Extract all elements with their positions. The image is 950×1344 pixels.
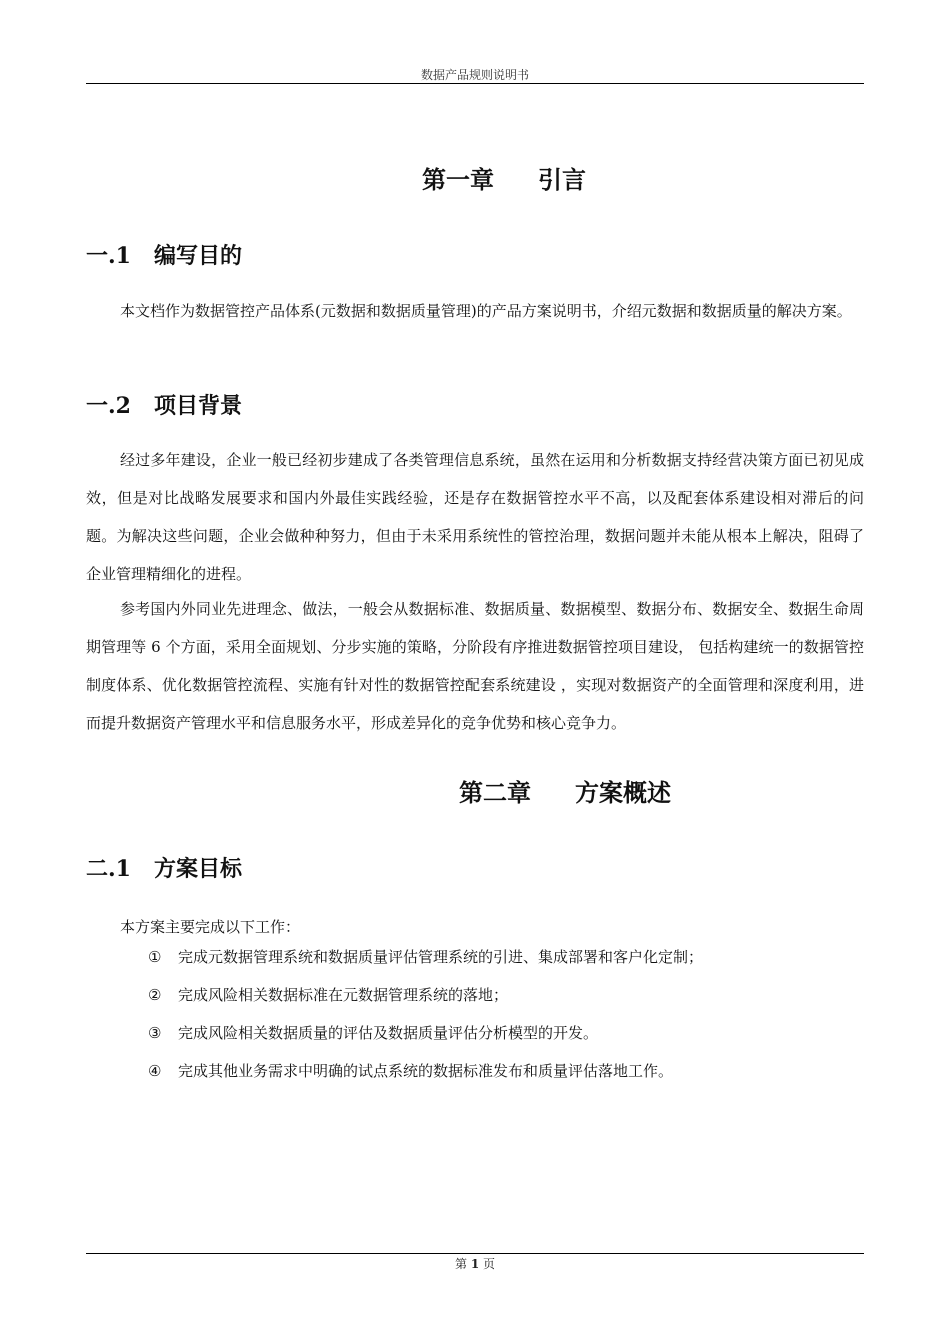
list-item bbox=[148, 1052, 703, 1090]
section-1-2-paragraph-2: 参考国内外同业先进理念、做法，一般会从数据标准、数据质量、数据模型、数据分布、数据安全、数据生命周期管理等 6 个方面，采用全面规划、分步实施的策略，分阶段有序推进数据管控项目建设， 包括构建统一的数据管控制度体系、优化数据管控流程、实施有针对性的数据管控配套系统建设 ，实现对数据资产的全面管理和深度利用，进而提升数据资产管理水平和信息服务水平，形成差异化的竞争优势和核心竞争力。 bbox=[86, 600, 864, 732]
page-footer bbox=[0, 1255, 950, 1272]
header-rule bbox=[86, 83, 864, 84]
page-prefix: 第 bbox=[454, 1257, 467, 1271]
list-item bbox=[148, 938, 703, 976]
goal-list bbox=[148, 938, 703, 1090]
list-marker: ③ bbox=[148, 1024, 162, 1042]
list-marker: ① bbox=[148, 948, 162, 966]
list-item bbox=[148, 1014, 703, 1052]
section-1-2-title: 项目背景 bbox=[154, 393, 243, 419]
chapter-1-title: 引言 bbox=[538, 165, 586, 194]
chapter-2-number: 第二章 bbox=[459, 778, 531, 807]
page-suffix: 页 bbox=[483, 1257, 496, 1271]
chapter-2-title: 方案概述 bbox=[575, 778, 671, 807]
section-1-1-heading bbox=[86, 239, 242, 270]
section-1-1-paragraph: 本文档作为数据管控产品体系(元数据和数据质量管理)的产品方案说明书，介绍元数据和数据质量的解决方案。 bbox=[120, 302, 852, 320]
section-2-1-heading bbox=[86, 852, 242, 883]
section-2-1-title: 方案目标 bbox=[154, 856, 243, 882]
list-item-text: 完成元数据管理系统和数据质量评估管理系统的引进、集成部署和客户化定制； bbox=[178, 948, 704, 966]
chapter-1-heading bbox=[422, 160, 586, 195]
list-item bbox=[148, 976, 703, 1014]
list-marker: ② bbox=[148, 986, 162, 1004]
section-1-2-heading bbox=[86, 389, 242, 420]
section-2-1-intro: 本方案主要完成以下工作： bbox=[120, 918, 301, 936]
section-1-1-number: 一.1 bbox=[86, 243, 131, 269]
page-header-title: 数据产品规则说明书 bbox=[420, 68, 529, 82]
section-2-1-number: 二.1 bbox=[86, 856, 131, 882]
list-item-text: 完成风险相关数据标准在元数据管理系统的落地； bbox=[178, 986, 509, 1004]
section-1-1-title: 编写目的 bbox=[154, 243, 243, 269]
footer-rule bbox=[86, 1253, 864, 1254]
chapter-1-number: 第一章 bbox=[422, 165, 494, 194]
list-marker: ④ bbox=[148, 1062, 162, 1080]
page-number: 1 bbox=[470, 1257, 480, 1271]
list-item-text: 完成其他业务需求中明确的试点系统的数据标准发布和质量评估落地工作。 bbox=[178, 1062, 674, 1080]
chapter-2-heading bbox=[459, 773, 671, 808]
list-item-text: 完成风险相关数据质量的评估及数据质量评估分析模型的开发。 bbox=[178, 1024, 599, 1042]
section-1-2-paragraph-1: 经过多年建设，企业一般已经初步建成了各类管理信息系统，虽然在运用和分析数据支持经营决策方面已初见成效，但是对比战略发展要求和国内外最佳实践经验，还是存在数据管控水平不高，以及配套体系建设相对滞后的问题。为解决这些问题，企业会做种种努力，但由于未采用系统性的管控治理，数据问题并未能从根本上解决，阻碍了企业管理精细化的进程。 bbox=[86, 451, 864, 583]
section-1-2-number: 一.2 bbox=[86, 393, 131, 419]
